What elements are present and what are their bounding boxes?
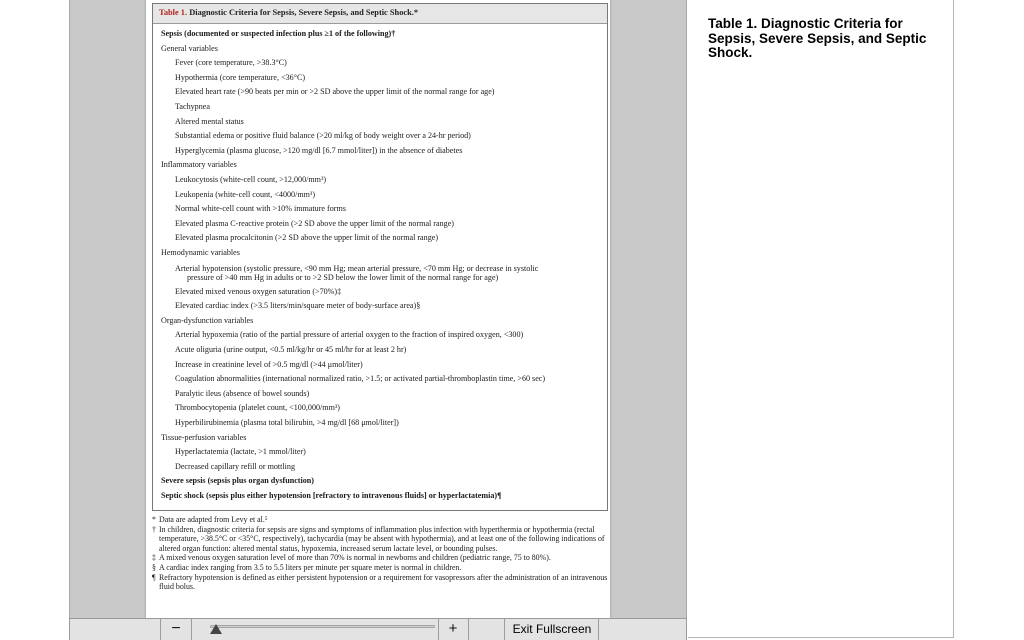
table-row-text: Tachypnea bbox=[175, 101, 210, 111]
table-row bbox=[153, 285, 607, 300]
criteria-table bbox=[152, 3, 608, 511]
table-row-text: Arterial hypoxemia (ratio of the partial pressure of arterial oxygen to the fraction of inspired oxygen, <300) bbox=[175, 330, 524, 340]
zoom-out-button[interactable]: − bbox=[171, 620, 181, 637]
table-row-text: Normal white-cell count with >10% immature forms bbox=[175, 204, 346, 214]
table-row-text: Severe sepsis (sepsis plus organ dysfunction) bbox=[161, 476, 314, 486]
table-row-heading bbox=[153, 27, 607, 42]
table-row-text: Hypothermia (core temperature, <36°C) bbox=[175, 72, 306, 82]
table-row-heading bbox=[153, 42, 607, 57]
footnote-mark: ¶ bbox=[152, 572, 156, 582]
table-row bbox=[153, 343, 607, 358]
toolbar-separator bbox=[438, 619, 439, 640]
toolbar-separator bbox=[598, 619, 599, 640]
table-row-text: Elevated cardiac index (>3.5 liters/min/square meter of body-surface area)§ bbox=[175, 301, 421, 311]
table-caption-number: Table 1. bbox=[159, 8, 188, 17]
footnote-text: Data are adapted from Levy et al.⁵ bbox=[159, 515, 268, 524]
table-row bbox=[153, 56, 607, 71]
table-row bbox=[153, 358, 607, 373]
viewer-toolbar bbox=[69, 618, 687, 640]
table-row-text: Hyperglycemia (plasma glucose, >120 mg/dl [6.7 mmol/liter]) in the absence of diabetes bbox=[175, 145, 463, 155]
footnote-mark: ‡ bbox=[152, 553, 156, 563]
footnote-text: A mixed venous oxygen saturation level of more than 70% is normal in newborns and children (pediatric range, 75 to 80%). bbox=[159, 553, 551, 563]
table-row bbox=[153, 328, 607, 343]
table-row bbox=[153, 85, 607, 100]
table-row-text: Inflammatory variables bbox=[161, 160, 237, 170]
table-row bbox=[153, 129, 607, 144]
footnote bbox=[152, 515, 610, 525]
table-row-text: Increase in creatinine level of >0.5 mg/dl (>44 μmol/liter) bbox=[175, 359, 363, 369]
table-row bbox=[153, 188, 607, 203]
table-row bbox=[153, 71, 607, 86]
table-caption bbox=[153, 4, 607, 24]
table-row bbox=[153, 460, 607, 475]
table-row bbox=[153, 261, 593, 285]
table-row-text: Leukocytosis (white-cell count, >12,000/mm³) bbox=[175, 174, 327, 184]
table-row-heading bbox=[153, 314, 607, 329]
table-row-text: Arterial hypotension (systolic pressure, <90 mm Hg; mean arterial pressure, <70 mm Hg; or decrease in systolic bbox=[175, 263, 539, 273]
table-row-text: Fever (core temperature, >38.3°C) bbox=[175, 58, 287, 68]
table-row bbox=[153, 231, 607, 246]
table-row-text: Elevated plasma procalcitonin (>2 SD above the upper limit of the normal range) bbox=[175, 233, 439, 243]
table-row-continuation: pressure of >40 mm Hg in adults or to >2 SD below the lower limit of the normal range for age) bbox=[187, 273, 499, 283]
table-row-heading bbox=[153, 474, 607, 489]
table-row bbox=[153, 416, 607, 431]
table-rows bbox=[153, 24, 607, 504]
table-row bbox=[153, 445, 607, 460]
document-viewer[interactable] bbox=[69, 0, 687, 618]
side-panel-title: Table 1. Diagnostic Criteria for Sepsis, Severe Sepsis, and Septic Shock. bbox=[708, 16, 927, 60]
table-row-heading bbox=[153, 431, 607, 446]
table-row-heading bbox=[153, 489, 607, 504]
table-row-text: Altered mental status bbox=[175, 116, 244, 126]
table-row-text: Sepsis (documented or suspected infection plus ≥1 of the following)† bbox=[161, 29, 396, 38]
table-row-text: Substantial edema or positive fluid balance (>20 ml/kg of body weight over a 24-hr period) bbox=[175, 131, 471, 141]
footnote bbox=[152, 563, 610, 573]
footnote-text: A cardiac index ranging from 3.5 to 5.5 liters per minute per square meter is normal in children. bbox=[159, 562, 462, 572]
table-row bbox=[153, 217, 607, 232]
table-row bbox=[153, 299, 607, 314]
left-margin bbox=[0, 0, 69, 640]
zoom-slider-thumb-icon[interactable] bbox=[210, 624, 222, 634]
table-row-text: Elevated heart rate (>90 beats per min or >2 SD above the upper limit of the normal range for age) bbox=[175, 87, 495, 97]
table-row-text: Thrombocytopenia (platelet count, <100,000/mm³) bbox=[175, 403, 341, 413]
side-panel bbox=[688, 0, 954, 638]
table-row-text: Hyperbilirubinemia (plasma total bilirubin, >4 mg/dl [68 μmol/liter]) bbox=[175, 418, 399, 428]
table-row-text: Hemodynamic variables bbox=[161, 247, 240, 257]
footnote-mark: * bbox=[152, 515, 156, 524]
zoom-in-button[interactable]: + bbox=[448, 620, 458, 637]
table-row bbox=[153, 173, 607, 188]
table-row-text: Hyperlactatemia (lactate, >1 mmol/liter) bbox=[175, 447, 306, 457]
footnote-text: In children, diagnostic criteria for sepsis are signs and symptoms of inflammation plus infection with hyperthermia or hypothermia (rectal temperature, >38.5°C or <35°C, respectively), tachycardia (may be absent with hypothermia), and at least one of the following indications of altered organ function: altered mental status, hypoxemia, increased serum lactate level, or bounding pulses. bbox=[159, 524, 605, 553]
footnote bbox=[152, 525, 610, 554]
footnote-mark: † bbox=[152, 524, 156, 534]
table-row-text: Organ-dysfunction variables bbox=[161, 315, 254, 325]
document-page bbox=[146, 0, 610, 618]
table-row bbox=[153, 372, 607, 387]
toolbar-separator bbox=[504, 619, 505, 640]
table-row-text: Septic shock (sepsis plus either hypotension [refractory to intravenous fluids] or hyperlactatemia)¶ bbox=[161, 491, 502, 500]
footnote bbox=[152, 573, 610, 592]
table-row bbox=[153, 202, 607, 217]
exit-fullscreen-button[interactable]: Exit Fullscreen bbox=[512, 622, 592, 636]
table-caption-text: Diagnostic Criteria for Sepsis, Severe Sepsis, and Septic Shock.* bbox=[189, 8, 419, 17]
table-row-heading bbox=[153, 246, 607, 261]
table-row bbox=[153, 401, 607, 416]
footnote bbox=[152, 553, 610, 563]
footnote-text: Refractory hypotension is defined as either persistent hypotension or a requirement for vasopressors after the administration of an intravenous fluid bolus. bbox=[159, 572, 608, 592]
table-row-text: Coagulation abnormalities (international normalized ratio, >1.5; or activated partial-thromboplastin time, >60 sec) bbox=[175, 374, 546, 384]
toolbar-separator bbox=[468, 619, 469, 640]
table-row-text: Paralytic ileus (absence of bowel sounds) bbox=[175, 388, 310, 398]
table-row bbox=[153, 387, 607, 402]
table-row-text: Decreased capillary refill or mottling bbox=[175, 461, 296, 471]
table-row-text: Leukopenia (white-cell count, <4000/mm³) bbox=[175, 189, 316, 199]
footnote-mark: § bbox=[152, 562, 156, 572]
table-footnotes bbox=[152, 515, 610, 592]
table-row-text: Tissue-perfusion variables bbox=[161, 432, 247, 442]
toolbar-separator bbox=[191, 619, 192, 640]
table-row bbox=[153, 100, 607, 115]
table-row-text: General variables bbox=[161, 43, 218, 53]
table-row-text: Elevated mixed venous oxygen saturation (>70%)‡ bbox=[175, 286, 342, 296]
table-row-text: Acute oliguria (urine output, <0.5 ml/kg/hr or 45 ml/hr for at least 2 hr) bbox=[175, 345, 407, 355]
table-row bbox=[153, 115, 607, 130]
table-row-text: Elevated plasma C-reactive protein (>2 SD above the upper limit of the normal range) bbox=[175, 218, 454, 228]
toolbar-separator bbox=[160, 619, 161, 640]
table-row bbox=[153, 144, 607, 159]
zoom-slider-track[interactable] bbox=[210, 625, 435, 628]
table-row-heading bbox=[153, 158, 607, 173]
